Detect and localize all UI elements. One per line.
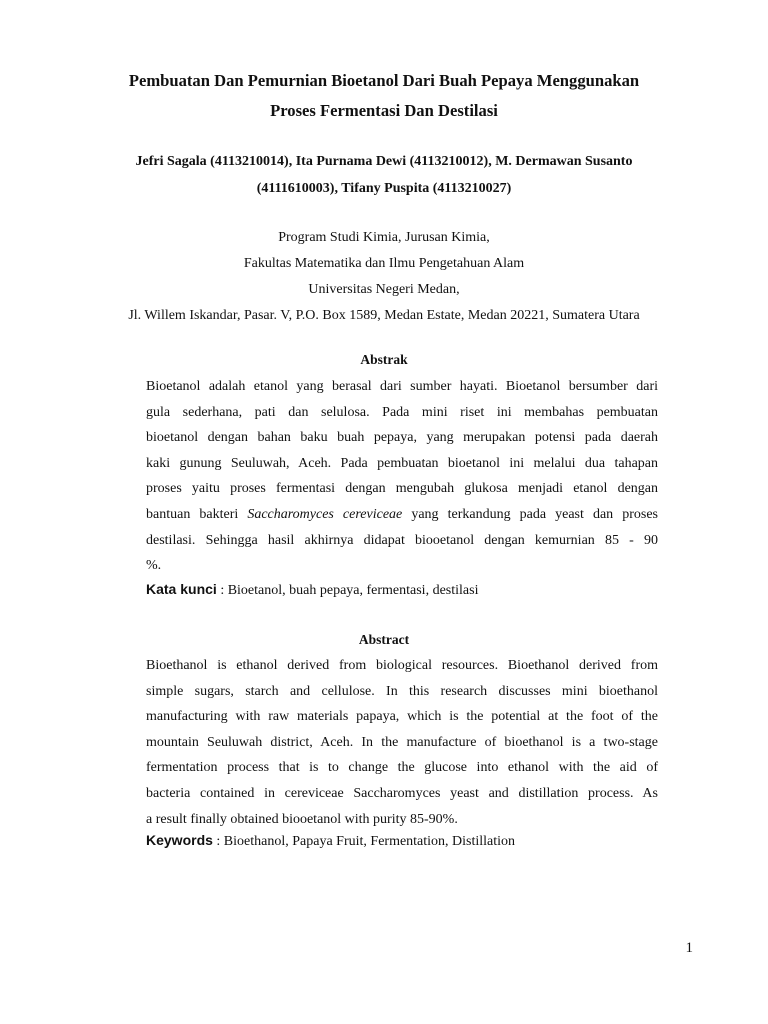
abstrak-line: Bioetanol adalah etanol yang berasal dari sumber hayati. Bioetanol bersumber dari	[146, 379, 658, 394]
abstrak-keywords	[146, 581, 666, 599]
abstrak-line: gula sederhana, pati dan selulosa. Pada mini riset ini membahas pembuatan	[146, 404, 658, 420]
abstrak-line-post: yang terkandung pada yeast dan proses	[402, 506, 658, 522]
abstract-line: mountain Seuluwah district, Aceh. In the manufacture of bioethanol is a two-stage	[146, 734, 658, 750]
species-name: Saccharomyces cereviceae	[247, 506, 403, 522]
abstrak-line: %.	[146, 558, 162, 574]
authors-line-2: (4111610003), Tifany Puspita (4113210027)	[256, 181, 512, 196]
affiliation	[40, 225, 728, 329]
abstrak-line-pre: bantuan bakteri	[146, 506, 248, 522]
abstrak-line: bioetanol dengan bahan baku buah pepaya, yang merupakan potensi pada daerah	[146, 430, 658, 446]
abstract-line: a result finally obtained biooetanol with purity 85-90%.	[146, 811, 458, 827]
abstract-line: bacteria contained in cereviceae Saccharomyces yeast and distillation process. As	[146, 785, 658, 801]
abstrak-line: proses yaitu proses fermentasi dengan mengubah glukosa menjadi etanol dengan	[146, 481, 658, 497]
abstrak-body	[146, 374, 658, 579]
affiliation-line: Universitas Negeri Medan,	[308, 282, 460, 297]
abstract-keywords	[146, 832, 666, 850]
authors-line-1: Jefri Sagala (4113210014), Ita Purnama Dewi (4113210012), M. Dermawan Susanto	[135, 154, 633, 169]
abstrak-line: destilasi. Sehingga hasil akhirnya didapat biooetanol dengan kemurnian 85 - 90	[146, 532, 658, 548]
abstract-body	[146, 653, 658, 832]
abstract-line: simple sugars, starch and cellulose. In this research discusses mini bioethanol	[146, 683, 658, 699]
page-number: 1	[685, 940, 693, 956]
abstrak-heading: Abstrak	[360, 352, 408, 367]
affiliation-line: Program Studi Kimia, Jurusan Kimia,	[278, 230, 490, 245]
title-line-1: Pembuatan Dan Pemurnian Bioetanol Dari Buah Pepaya Menggunakan	[128, 71, 640, 90]
affiliation-line: Jl. Willem Iskandar, Pasar. V, P.O. Box 1589, Medan Estate, Medan 20221, Sumatera Utara	[128, 308, 640, 323]
abstract-line: manufacturing with raw materials papaya, which is the potential at the foot of the	[146, 709, 658, 725]
abstract-heading: Abstract	[358, 632, 410, 647]
abstract-line: Bioethanol is ethanol derived from biological resources. Bioethanol derived from	[146, 658, 658, 673]
abstrak-line: kaki gunung Seuluwah, Aceh. Pada pembuatan bioetanol ini melalui dua tahapan	[146, 455, 658, 471]
title-line-2: Proses Fermentasi Dan Destilasi	[270, 101, 498, 120]
author-list	[60, 148, 708, 202]
keywords-label: Keywords	[146, 832, 213, 848]
keywords-label: Kata kunci	[146, 581, 217, 597]
affiliation-line: Fakultas Matematika dan Ilmu Pengetahuan Alam	[243, 256, 525, 271]
keywords-text: : Bioethanol, Papaya Fruit, Fermentation, Distillation	[212, 834, 516, 849]
paper-title	[60, 66, 708, 126]
keywords-text: : Bioetanol, buah pepaya, fermentasi, destilasi	[216, 583, 479, 598]
abstrak-line-species	[146, 502, 658, 528]
abstract-line: fermentation process that is to change the glucose into ethanol with the aid of	[146, 760, 658, 776]
